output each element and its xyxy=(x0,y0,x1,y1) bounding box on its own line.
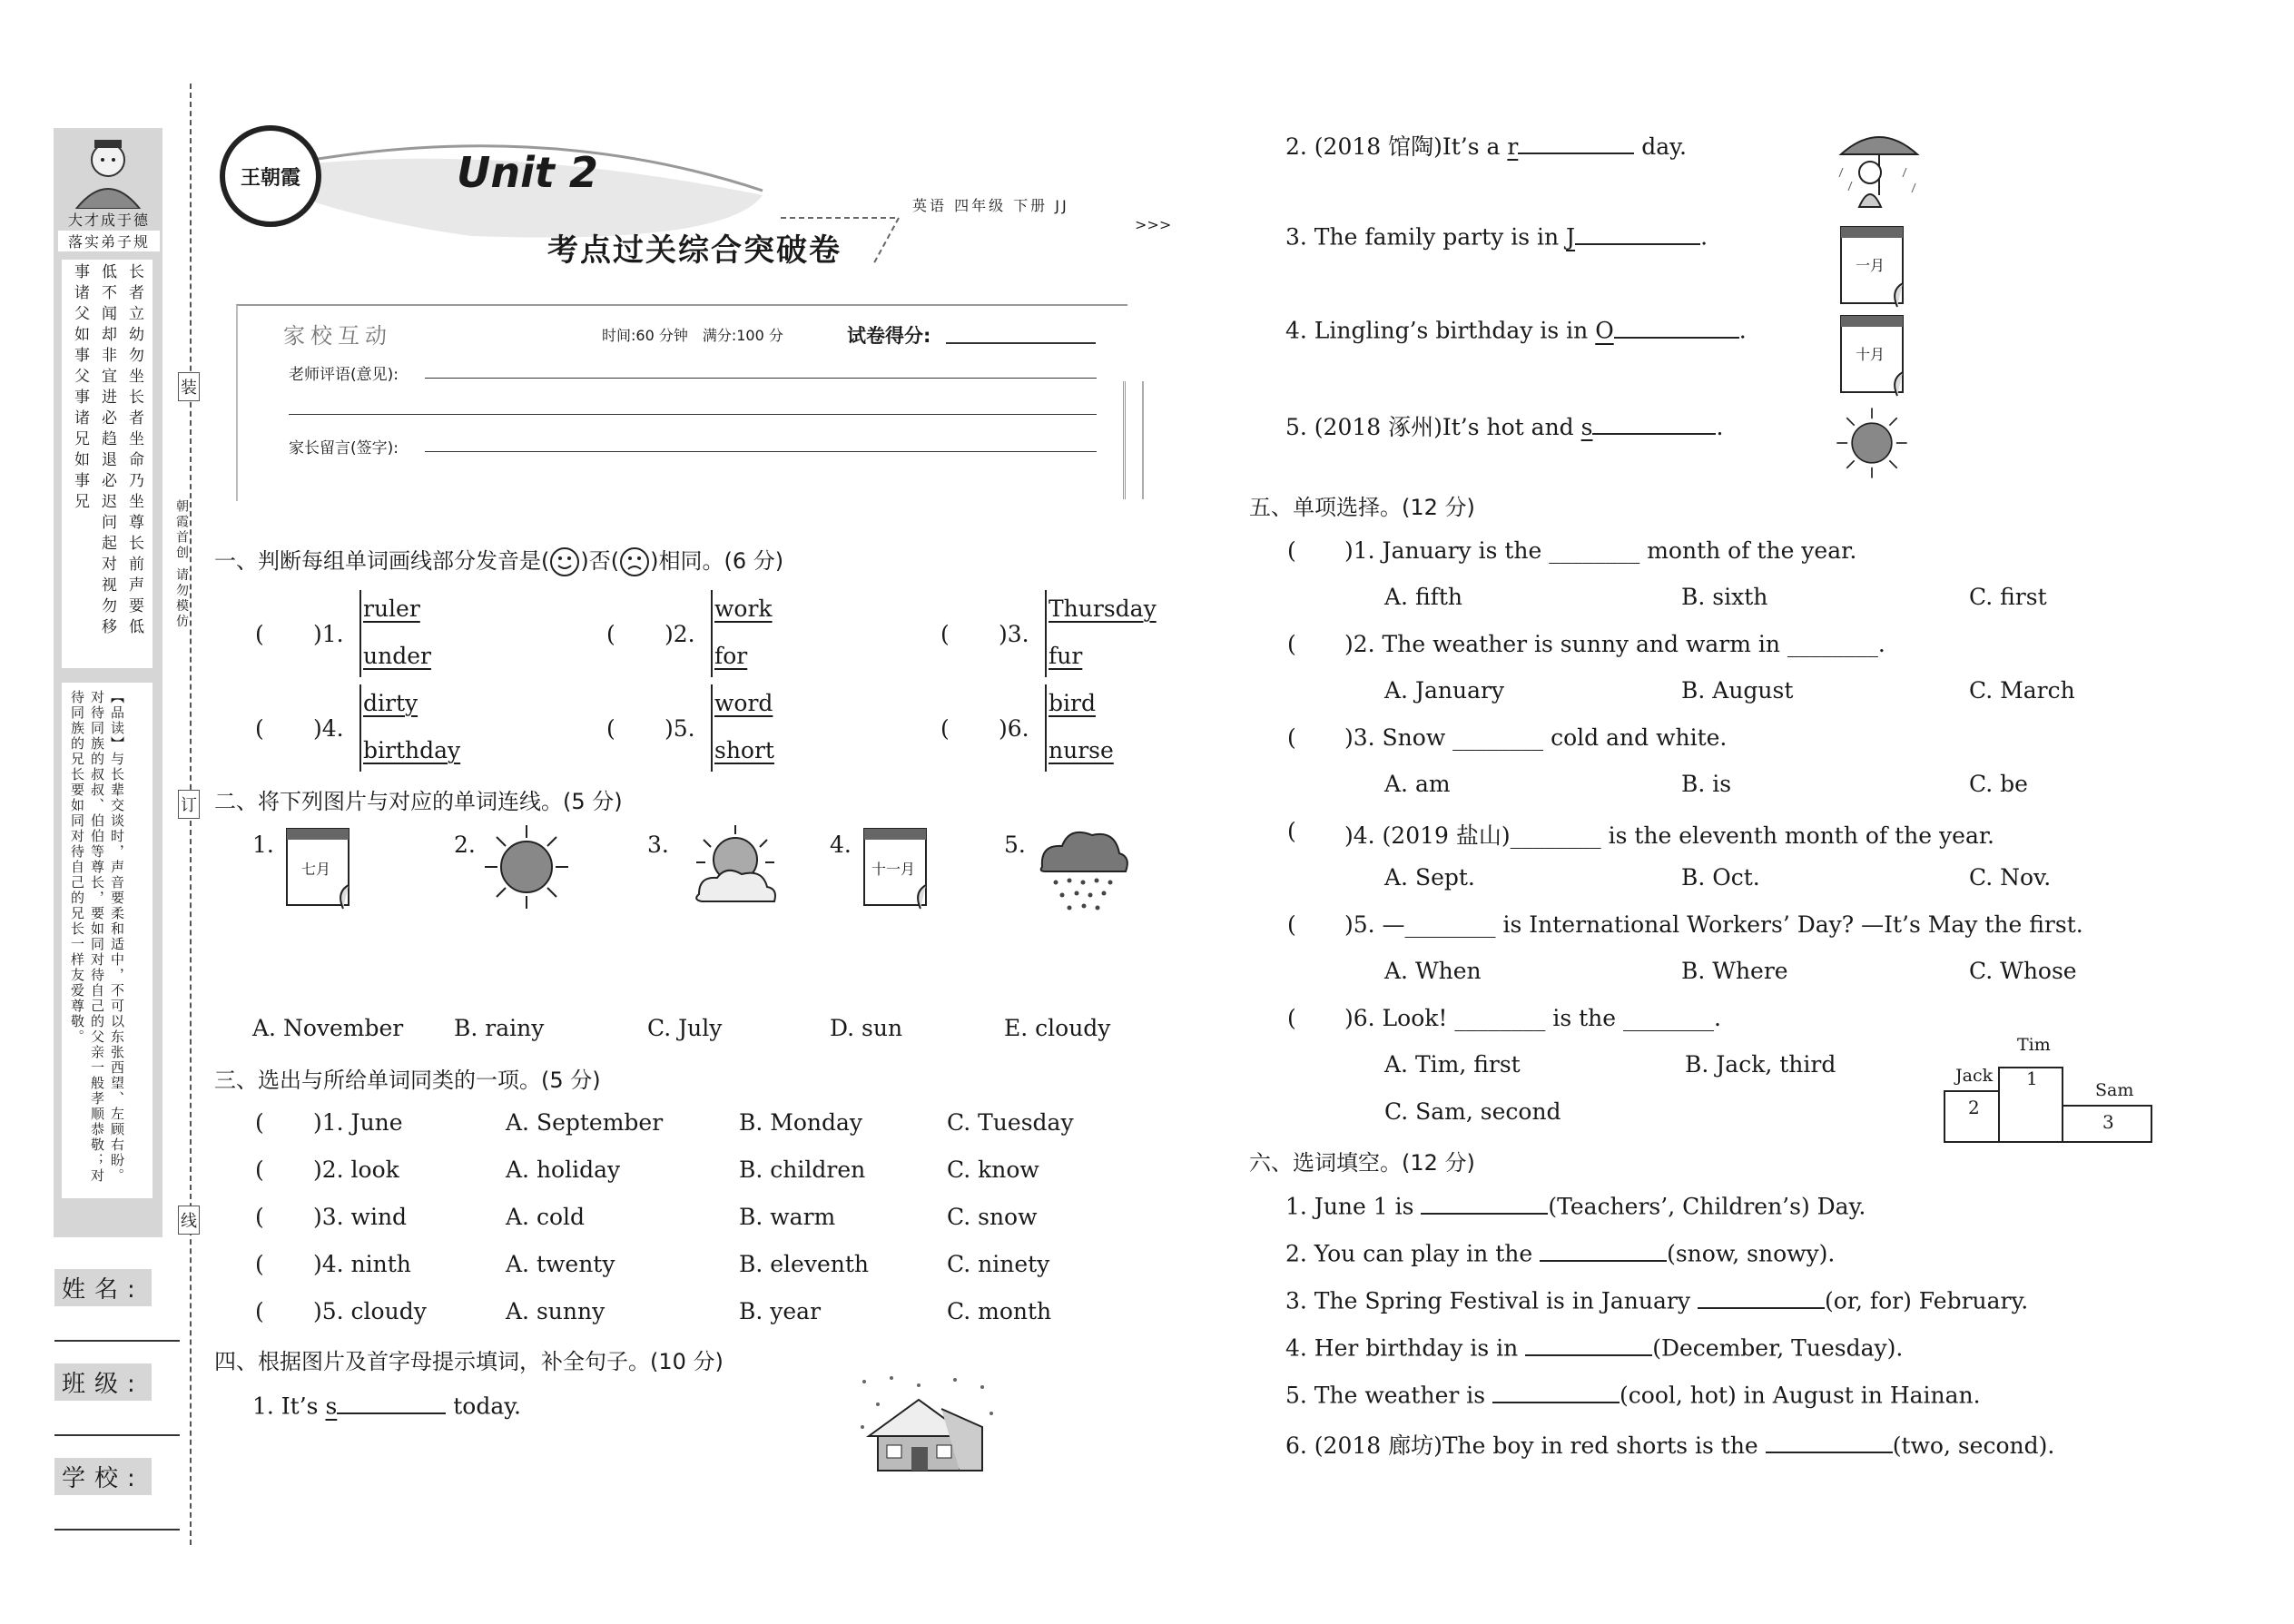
s3-paren-4: ( xyxy=(255,1251,264,1277)
s4-q5-a: 5. (2018 涿州)It’s hot and xyxy=(1285,414,1581,440)
s5-q6-option-c: C. Sam, second xyxy=(1384,1098,1561,1125)
fold-note: 朝霞首创 请勿模仿 xyxy=(174,499,189,630)
cloudy-sun-icon[interactable] xyxy=(685,822,785,916)
s5-title: 五、单项选择。(12 分) xyxy=(1249,495,1475,520)
s1-word-5b: short xyxy=(714,737,774,763)
s5-q2-option-a: A. January xyxy=(1384,677,1505,704)
s5-q5-option-b: B. Where xyxy=(1681,958,1788,984)
score-label: 试卷得分: xyxy=(847,325,931,347)
s5-paren-2: ( xyxy=(1287,631,1296,657)
parent-note-field[interactable] xyxy=(425,451,1097,452)
s3-paren-1: ( xyxy=(255,1109,264,1136)
home-school-right-rule xyxy=(1123,381,1144,499)
s1-word-1b: under xyxy=(363,643,431,669)
scholar-illustration xyxy=(58,133,158,209)
s2-option-b: B. rainy xyxy=(454,1015,545,1041)
s1-answer-3[interactable]: )3. xyxy=(999,621,1029,647)
s6-l2-b: (snow, snowy). xyxy=(1667,1240,1836,1267)
s1-paren-4: ( xyxy=(255,715,264,742)
s3-option-1b: B. Monday xyxy=(739,1109,863,1136)
home-school-label: 家校互动 xyxy=(278,318,398,349)
podium-num-2: 2 xyxy=(1968,1097,1980,1118)
s1-answer-1[interactable]: )1. xyxy=(313,621,344,647)
s4-q5-b: . xyxy=(1716,414,1724,440)
s5-question-2[interactable]: )2. The weather is sunny and warm in ________. xyxy=(1344,631,1885,657)
s3-option-2c: C. know xyxy=(947,1156,1039,1183)
s6-l5-blank[interactable] xyxy=(1492,1381,1620,1403)
podium-num-1: 1 xyxy=(2026,1068,2038,1089)
s1-word-6a: bird xyxy=(1049,690,1096,716)
s1-title-b: )否( xyxy=(580,548,620,574)
s6-l4-b: (December, Tuesday). xyxy=(1652,1334,1904,1362)
parent-note-label: 家长留言(签字): xyxy=(289,439,399,458)
s6-line-4 xyxy=(1285,1334,1903,1362)
s5-q3-option-a: A. am xyxy=(1384,771,1451,797)
s4-q1 xyxy=(252,1392,521,1420)
s1-title xyxy=(214,543,783,577)
s4-q1-letter: s xyxy=(325,1393,338,1420)
s4-q4-b: . xyxy=(1738,317,1747,344)
podium-num-3: 3 xyxy=(2102,1111,2114,1133)
s4-q2-b: day. xyxy=(1634,133,1687,160)
hot-sun-icon xyxy=(1834,405,1910,485)
s3-option-1c: C. Tuesday xyxy=(947,1109,1074,1136)
s2-title: 二、将下列图片与对应的单词连线。(5 分) xyxy=(214,789,623,814)
s5-question-1[interactable]: )1. January is the ________ month of the year. xyxy=(1344,537,1857,564)
s3-question-2[interactable]: )2. look xyxy=(313,1156,399,1183)
podium-name-sam: Sam xyxy=(2095,1080,2134,1100)
sun-icon[interactable] xyxy=(481,822,572,916)
paper-subtitle: 考点过关综合突破卷 xyxy=(547,232,842,269)
s1-word-2b: for xyxy=(714,643,748,669)
s2-num-4: 4. xyxy=(830,832,852,858)
s2-num-3: 3. xyxy=(647,832,669,858)
s6-l2-a: 2. You can play in the xyxy=(1285,1240,1541,1267)
s4-q4-a: 4. Lingling’s birthday is in xyxy=(1285,317,1596,344)
s4-q1-blank[interactable] xyxy=(337,1392,446,1414)
s6-line-6 xyxy=(1285,1428,2054,1461)
s5-paren-3: ( xyxy=(1287,724,1296,751)
s3-paren-2: ( xyxy=(255,1156,264,1183)
s3-option-3b: B. warm xyxy=(739,1204,836,1230)
s3-option-1a: A. September xyxy=(506,1109,664,1136)
teacher-comment-line-2[interactable] xyxy=(289,414,1097,415)
sad-face-icon xyxy=(619,546,650,577)
s5-question-4[interactable]: )4. (2019 盐山)________ is the eleventh month of the year. xyxy=(1344,822,1995,849)
s1-bracket-3 xyxy=(1045,590,1047,677)
s5-q2-option-c: C. March xyxy=(1969,677,2075,704)
s6-l5-a: 5. The weather is xyxy=(1285,1382,1493,1409)
s6-l1-a: 1. June 1 is xyxy=(1285,1193,1422,1220)
s3-option-4a: A. twenty xyxy=(506,1251,615,1277)
score-field[interactable] xyxy=(946,342,1096,344)
s1-paren-1: ( xyxy=(255,621,264,647)
s6-line-3 xyxy=(1285,1286,2028,1314)
s6-line-2 xyxy=(1285,1239,1835,1267)
s1-word-6b: nurse xyxy=(1049,737,1114,763)
s3-option-5a: A. sunny xyxy=(506,1298,605,1324)
s2-option-d: D. sun xyxy=(830,1015,903,1041)
s3-option-2a: A. holiday xyxy=(506,1156,621,1183)
podium-name-jack: Jack xyxy=(1955,1066,1994,1086)
calendar-july-label: 七月 xyxy=(301,861,331,878)
calendar-july-icon[interactable] xyxy=(283,822,356,912)
s5-paren-1: ( xyxy=(1287,537,1296,564)
s5-q5-option-c: C. Whose xyxy=(1969,958,2077,984)
fold-mark-2: 订 xyxy=(178,790,200,819)
school-field[interactable] xyxy=(54,1529,180,1530)
s5-q1-option-c: C. first xyxy=(1969,584,2047,610)
calendar-january-icon xyxy=(1837,220,1910,310)
podium-name-tim: Tim xyxy=(2017,1035,2051,1055)
s3-question-5[interactable]: )5. cloudy xyxy=(313,1298,427,1324)
s6-l3-b: (or, for) February. xyxy=(1824,1287,2029,1314)
s4-q1-a: 1. It’s xyxy=(252,1393,326,1420)
smile-face-icon xyxy=(549,546,580,577)
calendar-january-label: 一月 xyxy=(1856,257,1885,274)
s4-title: 四、根据图片及首字母提示填词，补全句子。(10 分) xyxy=(214,1349,724,1374)
s5-paren-4: ( xyxy=(1287,818,1296,844)
s6-line-1 xyxy=(1285,1192,1866,1220)
s1-bracket-2 xyxy=(711,590,713,677)
s5-q3-option-c: C. be xyxy=(1969,771,2028,797)
s6-title: 六、选词填空。(12 分) xyxy=(1249,1150,1475,1176)
s3-question-3[interactable]: )3. wind xyxy=(313,1204,408,1230)
s3-question-4[interactable]: )4. ninth xyxy=(313,1251,411,1277)
s3-option-3c: C. snow xyxy=(947,1204,1038,1230)
podium xyxy=(1943,1035,2161,1144)
unit-title: Unit 2 xyxy=(457,148,598,197)
snowy-house-icon xyxy=(855,1373,1000,1481)
s4-q5-letter: s xyxy=(1580,414,1593,440)
tags-arrows: >>> xyxy=(1135,216,1172,233)
s2-num-1: 1. xyxy=(252,832,274,858)
s5-q4-option-a: A. Sept. xyxy=(1384,864,1475,891)
s6-l5-b: (cool, hot) in August in Hainan. xyxy=(1620,1382,1981,1409)
s5-paren-6: ( xyxy=(1287,1005,1296,1031)
brand-logo xyxy=(220,125,321,227)
tags-bar: 英语 四年级 下册 JJ xyxy=(912,197,1069,214)
motto-line-1: 大才成于德 xyxy=(67,212,150,229)
s1-answer-6[interactable]: )6. xyxy=(999,715,1029,742)
s6-l3-a: 3. The Spring Festival is in January xyxy=(1285,1287,1698,1314)
rain-cloud-icon[interactable] xyxy=(1033,817,1133,920)
s4-q1-b: today. xyxy=(446,1393,521,1420)
s1-word-3b: fur xyxy=(1049,643,1083,669)
calendar-november-icon[interactable] xyxy=(861,822,933,912)
s2-option-a: A. November xyxy=(252,1015,404,1041)
s4-q3-blank[interactable] xyxy=(1575,222,1700,245)
s1-word-5a: word xyxy=(714,690,773,716)
s3-option-2b: B. children xyxy=(739,1156,866,1183)
s1-bracket-6 xyxy=(1045,684,1047,772)
s1-bracket-4 xyxy=(359,684,361,772)
s4-q5-blank[interactable] xyxy=(1592,413,1716,436)
s6-l6-a: 6. (2018 廊坊)The boy in red shorts is the xyxy=(1285,1432,1766,1459)
s4-q5 xyxy=(1285,409,1723,442)
s1-answer-2[interactable]: )2. xyxy=(665,621,695,647)
reading-text: 【品读】与长辈交谈时，声音要柔和适中，不可以东张西望、左顾右盼。对待同族的叔叔、伯伯等尊长，要如同对待自己的父亲一般孝顺恭敬；对待同族的兄长要如同对待自己的兄长一样友爱尊敬。 xyxy=(69,690,125,1184)
s6-l6-blank[interactable] xyxy=(1766,1432,1893,1454)
s6-l4-a: 4. Her birthday is in xyxy=(1285,1334,1526,1362)
s3-paren-3: ( xyxy=(255,1204,264,1230)
s3-option-5b: B. year xyxy=(739,1298,822,1324)
s4-q4-letter: O xyxy=(1595,317,1614,344)
school-label: 学校: xyxy=(54,1458,152,1495)
s5-paren-5: ( xyxy=(1287,911,1296,938)
s6-l6-b: (two, second). xyxy=(1892,1432,2055,1459)
s5-q1-option-b: B. sixth xyxy=(1681,584,1768,610)
s6-l1-blank[interactable] xyxy=(1421,1192,1548,1215)
s3-option-4c: C. ninety xyxy=(947,1251,1050,1277)
s4-q2-blank[interactable] xyxy=(1518,133,1634,155)
s3-paren-5: ( xyxy=(255,1298,264,1324)
fold-mark-1: 装 xyxy=(178,372,200,401)
teacher-comment-label: 老师评语(意见): xyxy=(289,366,399,384)
s4-q4 xyxy=(1285,316,1747,344)
s4-q4-blank[interactable] xyxy=(1614,316,1739,339)
s6-line-5 xyxy=(1285,1381,1981,1409)
s6-l3-blank[interactable] xyxy=(1698,1286,1825,1309)
s5-q6-option-a: A. Tim, first xyxy=(1384,1051,1521,1078)
s1-title-c: )相同。(6 分) xyxy=(650,548,784,574)
rules-col-2: 低不闻却非宜进必趋退必迟问起对视勿移 xyxy=(98,263,116,639)
class-label: 班级: xyxy=(54,1363,152,1401)
s2-option-c: C. July xyxy=(647,1015,723,1041)
s5-q6-option-b: B. Jack, third xyxy=(1685,1051,1836,1078)
s5-question-5[interactable]: )5. —________ is International Workers’ Day? —It’s May the first. xyxy=(1344,911,2083,938)
s2-num-5: 5. xyxy=(1004,832,1026,858)
s4-q2-letter: r xyxy=(1507,133,1519,160)
s2-option-e: E. cloudy xyxy=(1004,1015,1111,1041)
rules-col-3: 事诸父如事父事诸兄如事兄 xyxy=(71,263,89,514)
class-field[interactable] xyxy=(54,1434,180,1436)
s1-paren-6: ( xyxy=(940,715,950,742)
s1-bracket-5 xyxy=(711,684,713,772)
girl-umbrella-icon xyxy=(1834,127,1925,212)
s1-word-1a: ruler xyxy=(363,595,420,622)
s5-q5-option-a: A. When xyxy=(1384,958,1482,984)
time-info: 时间:60 分钟 满分:100 分 xyxy=(602,327,783,344)
s1-answer-5[interactable]: )5. xyxy=(665,715,695,742)
s5-q3-option-b: B. is xyxy=(1681,771,1732,797)
s3-title: 三、选出与所给单词同类的一项。(5 分) xyxy=(214,1068,601,1093)
s1-bracket-1 xyxy=(359,590,361,677)
s4-q3 xyxy=(1285,222,1708,251)
fold-mark-3: 线 xyxy=(178,1206,200,1235)
s5-q4-option-b: B. Oct. xyxy=(1681,864,1760,891)
s4-q3-letter: J xyxy=(1566,223,1576,251)
s1-answer-4[interactable]: )4. xyxy=(313,715,344,742)
s5-q4-option-c: C. Nov. xyxy=(1969,864,2052,891)
rules-col-1: 长者立幼勿坐长者坐命乃坐尊长前声要低 xyxy=(125,263,143,639)
s5-question-3[interactable]: )3. Snow ________ cold and white. xyxy=(1344,724,1728,751)
calendar-october-icon xyxy=(1837,309,1910,399)
s5-question-6[interactable]: )6. Look! ________ is the ________. xyxy=(1344,1005,1721,1031)
teacher-comment-field[interactable] xyxy=(425,378,1097,379)
s1-paren-2: ( xyxy=(606,621,615,647)
brand-logo-text: 王朝霞 xyxy=(240,166,300,190)
name-label: 姓名: xyxy=(54,1269,152,1306)
s4-q2-a: 2. (2018 馆陶)It’s a xyxy=(1285,133,1508,160)
s5-q1-option-a: A. fifth xyxy=(1384,584,1463,610)
s5-q2-option-b: B. August xyxy=(1681,677,1794,704)
s3-option-5c: C. month xyxy=(947,1298,1052,1324)
s1-word-4b: birthday xyxy=(363,737,461,763)
s4-q3-a: 3. The family party is in xyxy=(1285,223,1567,251)
s4-q2 xyxy=(1285,129,1687,162)
s1-paren-5: ( xyxy=(606,715,615,742)
s6-l4-blank[interactable] xyxy=(1525,1334,1652,1356)
s1-word-4a: dirty xyxy=(363,690,418,716)
name-field[interactable] xyxy=(54,1340,180,1342)
s3-question-1[interactable]: )1. June xyxy=(313,1109,403,1136)
s1-title-a: 一、判断每组单词画线部分发音是( xyxy=(214,548,550,574)
s2-num-2: 2. xyxy=(454,832,476,858)
s1-paren-3: ( xyxy=(940,621,950,647)
calendar-november-label: 十一月 xyxy=(871,861,916,878)
s6-l2-blank[interactable] xyxy=(1540,1239,1667,1262)
s1-word-3a: Thursday xyxy=(1049,595,1157,622)
motto-line-2: 落实弟子规 xyxy=(58,231,160,251)
s1-word-2a: work xyxy=(714,595,773,622)
calendar-october-label: 十月 xyxy=(1856,346,1885,363)
s6-l1-b: (Teachers’, Children’s) Day. xyxy=(1548,1193,1866,1220)
s4-q3-b: . xyxy=(1700,223,1708,251)
s3-option-3a: A. cold xyxy=(506,1204,585,1230)
s3-option-4b: B. eleventh xyxy=(739,1251,870,1277)
